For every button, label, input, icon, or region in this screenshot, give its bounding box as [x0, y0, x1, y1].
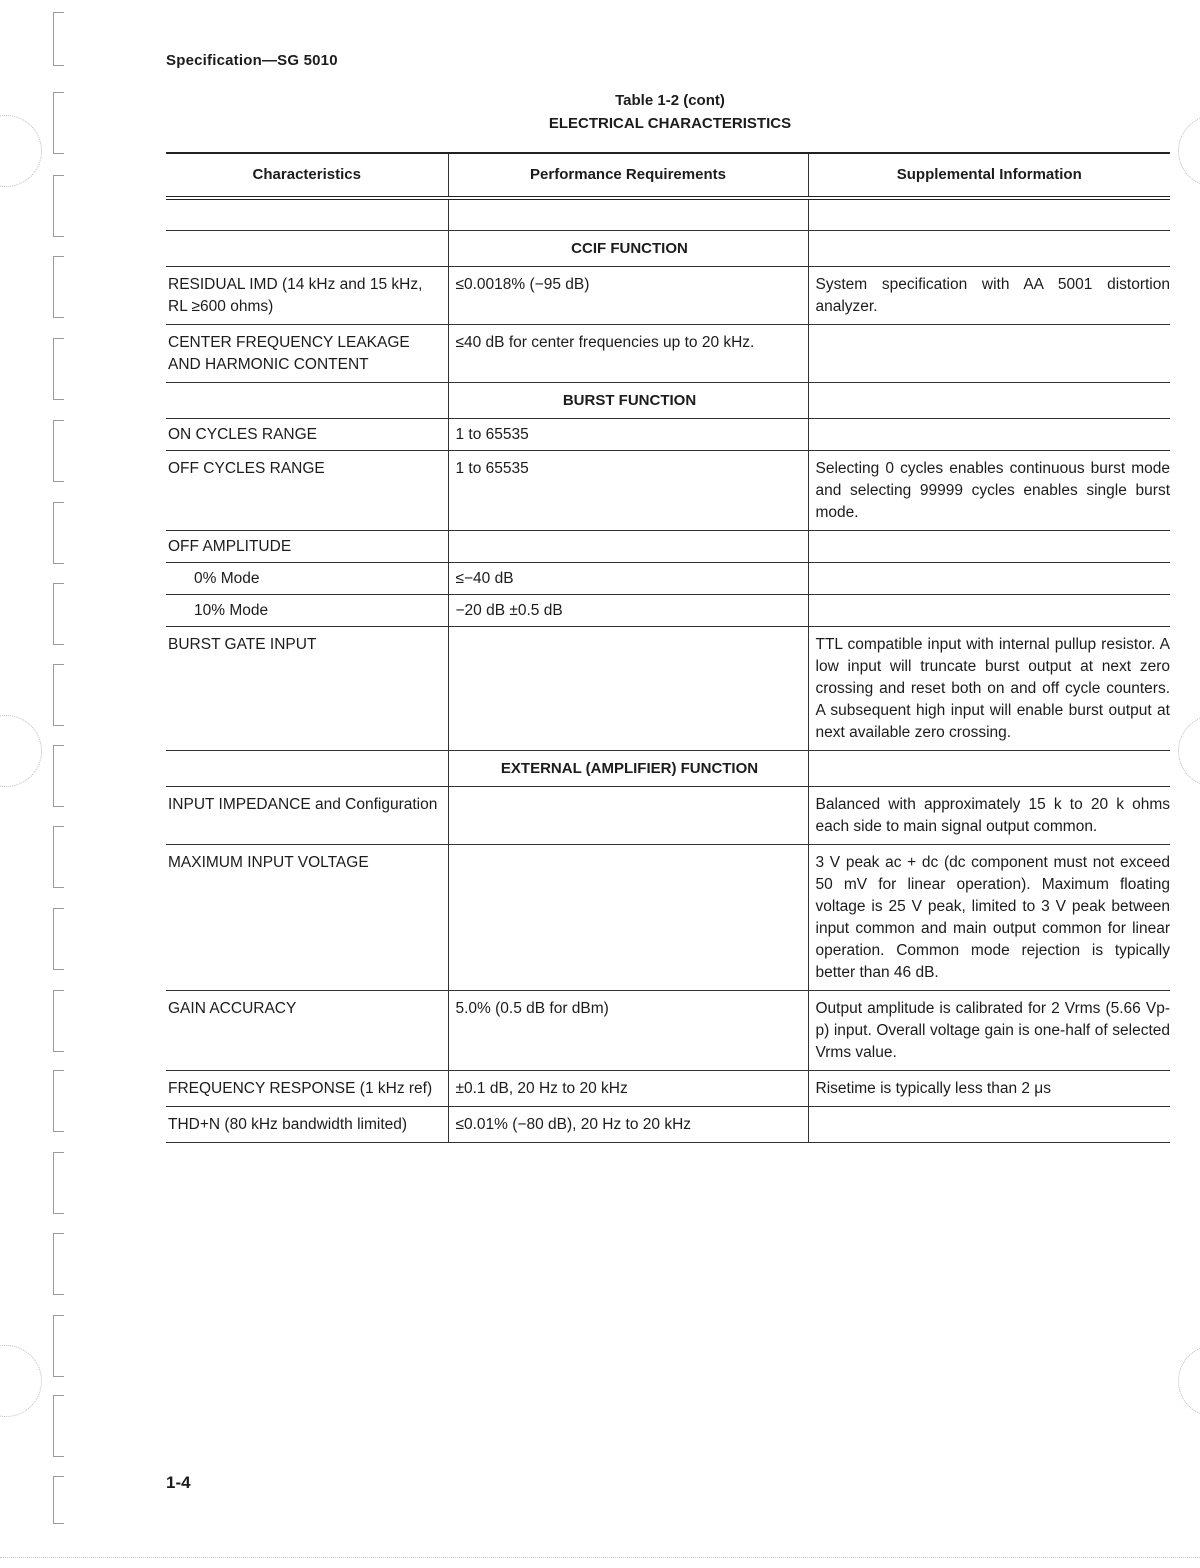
- characteristic-cell: MAXIMUM INPUT VOLTAGE: [166, 845, 448, 991]
- characteristic-cell: CENTER FREQUENCY LEAKAGE AND HARMONIC CONTENT: [166, 325, 448, 383]
- binder-edge-mark: [53, 990, 64, 1052]
- binder-edge-mark: [53, 420, 64, 482]
- binder-edge-mark: [53, 92, 64, 154]
- supplemental-cell: Balanced with approximately 15 k to 20 k ohms each side to main signal output common.: [808, 787, 1170, 845]
- supplemental-cell: [808, 563, 1170, 595]
- column-header-performance: Performance Requirements: [448, 153, 808, 198]
- characteristic-cell: OFF AMPLITUDE: [166, 531, 448, 563]
- binder-edge-mark: [53, 256, 64, 318]
- characteristic-cell: RESIDUAL IMD (14 kHz and 15 kHz, RL ≥600 ohms): [166, 267, 448, 325]
- binder-edge-mark: [53, 502, 64, 564]
- supplemental-cell: [808, 531, 1170, 563]
- table-row: [166, 1107, 1170, 1143]
- table-row: [166, 595, 1170, 627]
- binder-edge-mark: [53, 664, 64, 726]
- binder-edge-mark: [53, 1315, 64, 1377]
- table-header-row: [166, 153, 1170, 198]
- binder-edge-mark: [53, 1476, 64, 1524]
- performance-cell: [448, 787, 808, 845]
- binder-edge-mark: [53, 826, 64, 888]
- characteristic-cell: THD+N (80 kHz bandwidth limited): [166, 1107, 448, 1143]
- table-row: [166, 627, 1170, 751]
- binder-edge-mark: [53, 1152, 64, 1214]
- supplemental-cell: System specification with AA 5001 distortion analyzer.: [808, 267, 1170, 325]
- binder-edge-mark: [53, 338, 64, 400]
- section-title-ccif: CCIF FUNCTION: [448, 231, 808, 267]
- supplemental-cell: [808, 419, 1170, 451]
- electrical-characteristics-table: [166, 152, 1170, 1143]
- table-row: [166, 845, 1170, 991]
- table-row: [166, 267, 1170, 325]
- table-row: [166, 451, 1170, 531]
- supplemental-cell: [808, 1107, 1170, 1143]
- supplemental-cell: 3 V peak ac + dc (dc component must not exceed 50 mV for linear operation). Maximum floating voltage is 25 V peak, limited to 3 V peak between input common and main output common for linear operation. Common mode rejection is typically better than 46 dB.: [808, 845, 1170, 991]
- binder-edge-mark: [53, 745, 64, 807]
- characteristic-cell: INPUT IMPEDANCE and Configuration: [166, 787, 448, 845]
- performance-cell: [448, 845, 808, 991]
- punch-hole: [1178, 115, 1200, 187]
- punch-hole: [0, 715, 42, 787]
- binder-edge-mark: [53, 583, 64, 645]
- table-title: Table 1-2 (cont): [615, 92, 725, 109]
- section-row: [166, 751, 1170, 787]
- punch-hole: [1178, 1345, 1200, 1417]
- characteristic-cell: BURST GATE INPUT: [166, 627, 448, 751]
- supplemental-cell: Selecting 0 cycles enables continuous burst mode and selecting 99999 cycles enables single burst mode.: [808, 451, 1170, 531]
- binder-edge-mark: [53, 1233, 64, 1295]
- characteristic-cell: GAIN ACCURACY: [166, 991, 448, 1071]
- characteristic-cell: 10% Mode: [166, 595, 448, 627]
- table-row: [166, 419, 1170, 451]
- supplemental-cell: TTL compatible input with internal pullup resistor. A low input will truncate burst output at next zero crossing and reset both on and off cycle counters. A subsequent high input will enable burst output at next available zero crossing.: [808, 627, 1170, 751]
- section-title-external: EXTERNAL (AMPLIFIER) FUNCTION: [448, 751, 808, 787]
- page-number: 1-4: [166, 1473, 191, 1492]
- supplemental-cell: [808, 325, 1170, 383]
- supplemental-cell: Output amplitude is calibrated for 2 Vrms (5.66 Vp-p) input. Overall voltage gain is one-half of selected Vrms value.: [808, 991, 1170, 1071]
- table-row: [166, 531, 1170, 563]
- table-row: [166, 1071, 1170, 1107]
- punch-hole: [0, 115, 42, 187]
- column-header-characteristics: Characteristics: [166, 153, 448, 198]
- binder-edge-mark: [53, 175, 64, 237]
- running-head: Specification—SG 5010: [166, 52, 338, 69]
- supplemental-cell: Risetime is typically less than 2 μs: [808, 1071, 1170, 1107]
- binder-edge-mark: [53, 12, 64, 66]
- binder-edge-mark: [53, 1395, 64, 1457]
- performance-cell: [448, 627, 808, 751]
- performance-cell: 1 to 65535: [448, 419, 808, 451]
- punch-hole: [1178, 715, 1200, 787]
- section-row: [166, 383, 1170, 419]
- section-title-burst: BURST FUNCTION: [448, 383, 808, 419]
- performance-cell: ±0.1 dB, 20 Hz to 20 kHz: [448, 1071, 808, 1107]
- binder-edge-mark: [53, 908, 64, 970]
- table-row: [166, 563, 1170, 595]
- performance-cell: −20 dB ±0.5 dB: [448, 595, 808, 627]
- characteristic-cell: OFF CYCLES RANGE: [166, 451, 448, 531]
- table-row: [166, 325, 1170, 383]
- performance-cell: 5.0% (0.5 dB for dBm): [448, 991, 808, 1071]
- performance-cell: 1 to 65535: [448, 451, 808, 531]
- performance-cell: [448, 531, 808, 563]
- performance-cell: ≤40 dB for center frequencies up to 20 kHz.: [448, 325, 808, 383]
- characteristic-cell: FREQUENCY RESPONSE (1 kHz ref): [166, 1071, 448, 1107]
- characteristic-cell: 0% Mode: [166, 563, 448, 595]
- spacer-row: [166, 198, 1170, 231]
- punch-hole: [0, 1345, 42, 1417]
- performance-cell: ≤0.01% (−80 dB), 20 Hz to 20 kHz: [448, 1107, 808, 1143]
- supplemental-cell: [808, 595, 1170, 627]
- performance-cell: ≤−40 dB: [448, 563, 808, 595]
- page-bottom-edge: [0, 1557, 1200, 1558]
- binder-edge-mark: [53, 1070, 64, 1132]
- performance-cell: ≤0.0018% (−95 dB): [448, 267, 808, 325]
- characteristic-cell: ON CYCLES RANGE: [166, 419, 448, 451]
- table-row: [166, 787, 1170, 845]
- section-row: [166, 231, 1170, 267]
- table-subtitle: ELECTRICAL CHARACTERISTICS: [548, 115, 792, 132]
- table-row: [166, 991, 1170, 1071]
- column-header-supplemental: Supplemental Information: [808, 153, 1170, 198]
